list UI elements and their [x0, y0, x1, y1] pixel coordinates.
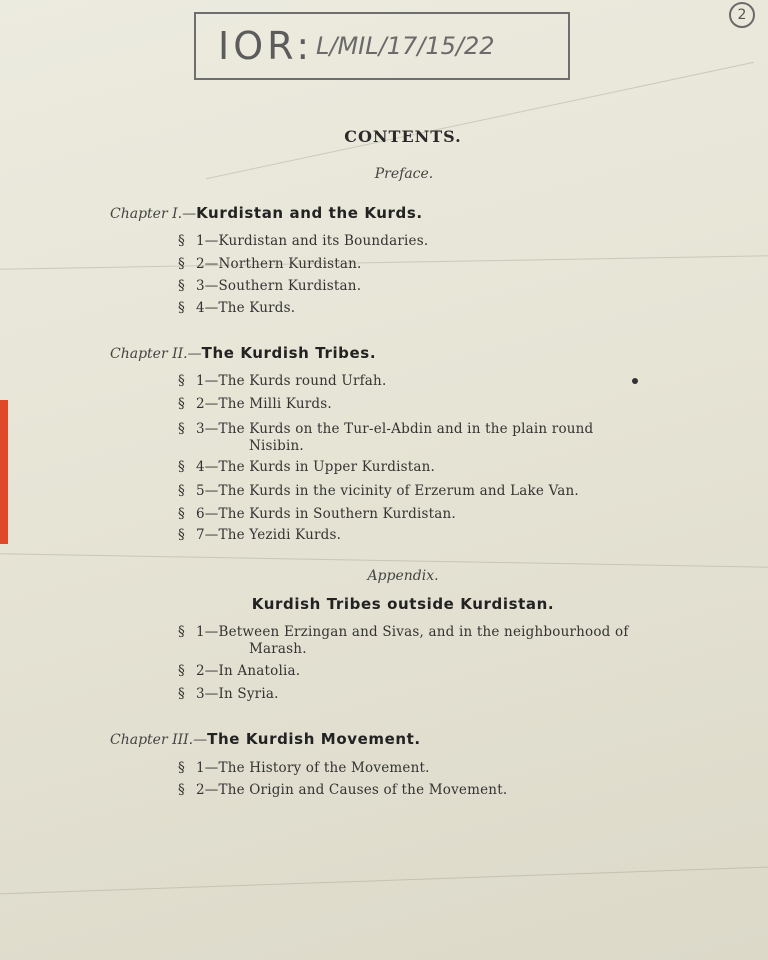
section-mark: § — [178, 396, 185, 412]
section-mark: § — [178, 278, 185, 294]
chapter-title: The Kurdish Movement. — [207, 730, 421, 748]
section-text: 5—The Kurds in the vicinity of Erzerum and Lake Van. — [196, 483, 579, 499]
section-mark: § — [178, 624, 185, 640]
ink-dot — [632, 378, 638, 384]
section-text: 2—The Origin and Causes of the Movement. — [196, 782, 508, 798]
chapter-label: Chapter III.— — [110, 732, 208, 748]
chapter-2-section-5 — [178, 483, 700, 500]
section-mark: § — [178, 506, 185, 522]
stamp-prefix: IOR: — [218, 24, 314, 68]
chapter-1-section-3 — [178, 278, 700, 295]
chapter-2-section-3 — [178, 421, 700, 455]
archive-stamp — [194, 12, 570, 80]
section-continuation: Marash. — [249, 641, 307, 657]
section-mark: § — [178, 300, 185, 316]
section-mark: § — [178, 483, 185, 499]
section-text: 4—The Kurds. — [196, 300, 296, 316]
chapter-1-heading — [110, 204, 423, 222]
paper-crease — [0, 867, 768, 895]
section-mark: § — [178, 527, 185, 543]
preface-label: Preface. — [374, 166, 434, 182]
section-text: 6—The Kurds in Southern Kurdistan. — [196, 506, 456, 522]
section-mark: § — [178, 663, 185, 679]
section-text: 1—The History of the Movement. — [196, 760, 430, 776]
section-mark: § — [178, 686, 185, 702]
chapter-2-section-6 — [178, 506, 700, 523]
appendix-title: Kurdish Tribes outside Kurdistan. — [251, 595, 555, 613]
section-text: 3—Southern Kurdistan. — [196, 278, 362, 294]
red-edge-tab — [0, 400, 8, 544]
chapter-1-section-1 — [178, 233, 700, 250]
section-mark: § — [178, 373, 185, 389]
section-text: 2—In Anatolia. — [196, 663, 301, 679]
appendix-section-3 — [178, 686, 700, 703]
section-text: 1—Kurdistan and its Boundaries. — [196, 233, 429, 249]
section-mark: § — [178, 459, 185, 475]
stamp-reference: L/MIL/17/15/22 — [316, 32, 495, 60]
section-text: 7—The Yezidi Kurds. — [196, 527, 342, 543]
contents-heading: CONTENTS. — [344, 127, 462, 146]
section-text: 4—The Kurds in Upper Kurdistan. — [196, 459, 436, 475]
section-mark: § — [178, 233, 185, 249]
chapter-1-section-2 — [178, 256, 700, 273]
chapter-2-section-7 — [178, 527, 700, 544]
chapter-label: Chapter II.— — [110, 346, 202, 362]
chapter-3-section-1 — [178, 760, 700, 777]
chapter-2-section-1 — [178, 373, 700, 390]
section-text: 1—The Kurds round Urfah. — [196, 373, 387, 389]
appendix-section-2 — [178, 663, 700, 680]
chapter-2-section-4 — [178, 459, 700, 476]
section-mark: § — [178, 760, 185, 776]
chapter-2-heading — [110, 344, 376, 362]
section-text: 2—The Milli Kurds. — [196, 396, 332, 412]
paper-crease — [0, 553, 768, 567]
chapter-1-section-4 — [178, 300, 700, 317]
chapter-label: Chapter I.— — [110, 206, 197, 222]
chapter-3-section-2 — [178, 782, 700, 799]
chapter-title: The Kurdish Tribes. — [201, 344, 377, 362]
chapter-title: Kurdistan and the Kurds. — [196, 204, 423, 222]
section-text: 1—Between Erzingan and Sivas, and in the neighbourhood of — [196, 624, 629, 640]
section-text: 3—The Kurds on the Tur-el-Abdin and in the plain round — [196, 421, 594, 437]
appendix-section-1 — [178, 624, 700, 658]
chapter-2-section-2 — [178, 396, 700, 413]
page-number-circle: 2 — [729, 2, 755, 28]
section-text: 2—Northern Kurdistan. — [196, 256, 362, 272]
section-mark: § — [178, 782, 185, 798]
section-text: 3—In Syria. — [196, 686, 279, 702]
section-mark: § — [178, 256, 185, 272]
appendix-label: Appendix. — [367, 568, 439, 584]
section-mark: § — [178, 421, 185, 437]
section-continuation: Nisibin. — [249, 438, 304, 454]
chapter-3-heading — [110, 730, 421, 748]
